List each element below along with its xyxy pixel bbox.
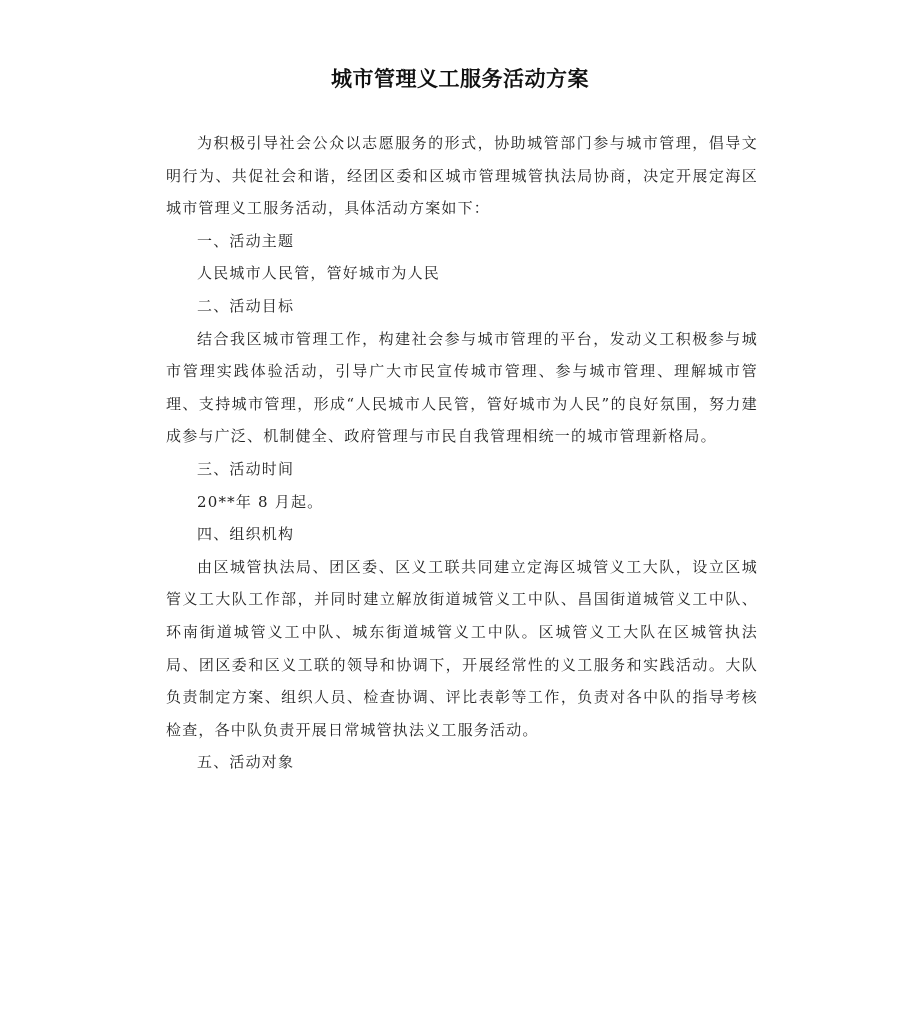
section-heading-theme: 一、活动主题 [197,231,295,250]
document-body [166,127,758,779]
goals-paragraph: 结合我区城市管理工作，构建社会参与城市管理的平台，发动义工积极参与城市管理实践体验活动，引导广大市民宣传城市管理、参与城市管理、理解城市管理、支持城市管理，形成“人民城市人民管，管好城市为人民”的良好氛围，努力建成参与广泛、机制健全、政府管理与市民自我管理相统一的城市管理新格局。 [166,329,758,446]
section-heading-audience: 五、活动对象 [197,753,295,772]
time-paragraph: 20**年 8 月起。 [197,492,324,511]
document-title: 城市管理义工服务活动方案 [331,67,589,91]
organization-paragraph: 由区城管执法局、团区委、区义工联共同建立定海区城管义工大队，设立区城管义工大队工作部，并同时建立解放街道城管义工中队、昌国街道城管义工中队、环南街道城管义工中队、城东街道城管义工中队。区城管义工大队在区城管执法局、团区委和区义工联的领导和协调下，开展经常性的义工服务和实践活动。大队负责制定方案、组织人员、检查协调、评比表彰等工作，负责对各中队的指导考核检查，各中队负责开展日常城管执法义工服务活动。 [166,557,758,739]
theme-paragraph: 人民城市人民管，管好城市为人民 [197,264,441,283]
intro-paragraph: 为积极引导社会公众以志愿服务的形式，协助城管部门参与城市管理，倡导文明行为、共促社会和谐，经团区委和区城市管理城管执法局协商，决定开展定海区城市管理义工服务活动，具体活动方案如下： [166,134,758,218]
section-heading-time: 三、活动时间 [197,459,295,478]
section-heading-organization: 四、组织机构 [197,525,295,544]
section-heading-goals: 二、活动目标 [197,296,295,315]
